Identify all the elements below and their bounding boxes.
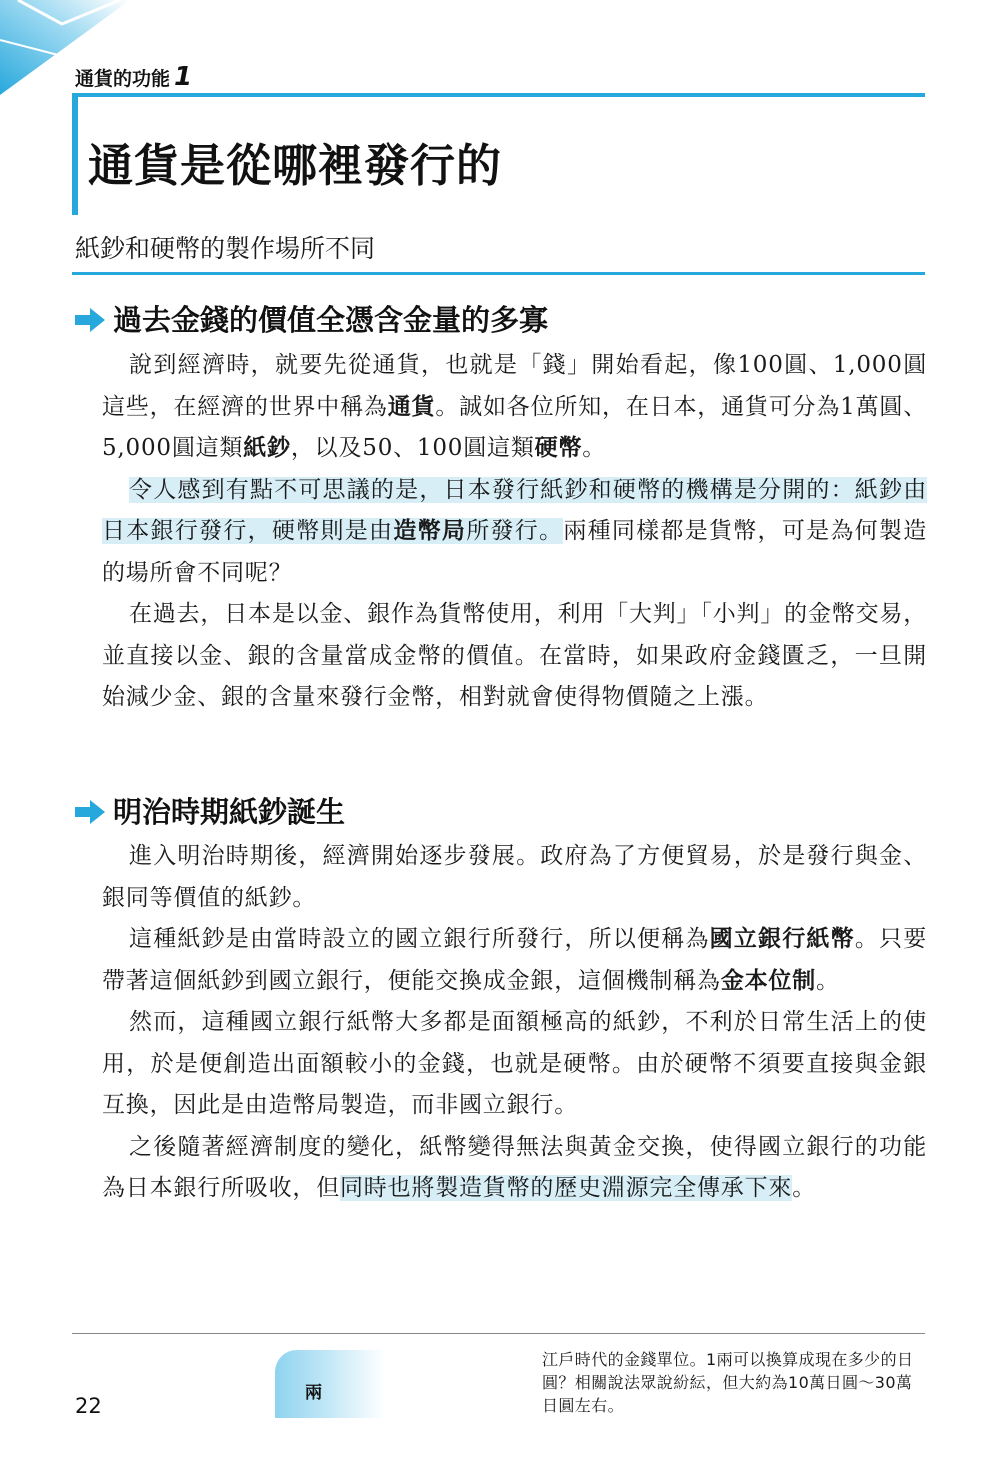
section-title: 過去金錢的價值全憑含金量的多寡: [113, 303, 549, 337]
section-heading-2: [75, 792, 345, 832]
chapter-number: 1: [174, 62, 193, 92]
text-run: 然而，這種國立銀行紙幣大多都是面額極高的紙鈔，不利於日常生活上的使用，於是便創造出面額較小的金錢，也就是硬幣。由於硬幣不須要直接與金銀互換，因此是由造幣局製造，而非國立銀行。: [102, 1009, 927, 1118]
page-subtitle: 紙鈔和硬幣的製作場所不同: [75, 234, 376, 263]
header-rule: [72, 93, 925, 97]
page-number: 22: [75, 1394, 102, 1418]
section-body-2: [102, 836, 927, 1210]
key-term: 硬幣: [534, 435, 583, 461]
highlighted-text: 所發行。: [466, 518, 564, 544]
body-paragraph: [102, 1127, 927, 1210]
body-paragraph: [102, 919, 927, 1002]
term-label: 兩: [305, 1383, 322, 1403]
key-term: 金本位制: [720, 967, 817, 994]
text-run: 。只要帶著這個紙鈔到國立銀行，便能交換成金銀，這個機制稱為: [102, 926, 927, 994]
chapter-label: 通貨的功能: [75, 67, 171, 90]
body-paragraph: [102, 836, 927, 919]
text-run: 。: [792, 1175, 817, 1201]
term-tab: [275, 1350, 385, 1418]
text-run: 兩種同樣都是貨幣，可是為何製造的場所會不同呢？: [102, 518, 928, 586]
text-run: 。誠如各位所知，在日本，通貨可分為1萬圓、5,000圓這類: [102, 393, 927, 461]
key-term: 紙鈔: [243, 435, 291, 461]
section-body-1: [102, 345, 927, 719]
text-run: 。: [582, 435, 607, 461]
text-run: 之後隨著經濟制度的變化，紙幣變得無法與黃金交換，使得國立銀行的功能為日本銀行所吸收，但: [102, 1133, 927, 1201]
section-heading-1: [75, 300, 548, 340]
text-run: ，以及50、100圓這類: [290, 435, 535, 461]
chapter-header: [75, 62, 192, 92]
body-paragraph: [102, 345, 927, 470]
key-term: 國立銀行紙幣: [709, 926, 855, 952]
key-term: 通貨: [387, 393, 436, 420]
body-paragraph: [102, 470, 927, 595]
term-definition: 江戶時代的金錢單位。1兩可以換算成現在多少的日圓？相關說法眾說紛紜，但大約為10萬日圓～30萬日圓左右。: [542, 1350, 914, 1415]
body-paragraph: [102, 1002, 927, 1127]
text-run: 。: [816, 967, 840, 994]
text-run: 說到經濟時，就要先從通貨，也就是「錢」開始看起，像100圓、1,000圓這些，在經濟的世界中稱為: [102, 352, 927, 420]
section-title: 明治時期紙鈔誕生: [113, 795, 346, 829]
highlighted-text: 同時也將製造貨幣的歷史淵源完全傳承下來: [340, 1175, 793, 1201]
right-arrow-icon: [75, 308, 105, 332]
title-accent-bar: [72, 97, 78, 215]
key-term: 造幣局: [393, 518, 467, 544]
subtitle-rule: [72, 272, 925, 275]
text-run: 在過去，日本是以金、銀作為貨幣使用，利用「大判」「小判」的金幣交易，並直接以金、銀的含量當成金幣的價值。在當時，如果政府金錢匱乏，一旦開始減少金、銀的含量來發行金幣，相對就會使得物價隨之上漲。: [102, 601, 927, 710]
footer-rule: [72, 1333, 925, 1334]
right-arrow-icon: [75, 800, 105, 824]
highlighted-text: 令人感到有點不可思議的是，日本發行紙鈔和硬幣的機構是分開的：紙鈔由日本銀行發行，硬幣則是由: [102, 476, 927, 544]
page-title: 通貨是從哪裡發行的: [88, 139, 503, 192]
text-run: 進入明治時期後，經濟開始逐步發展。政府為了方便貿易，於是發行與金、銀同等價值的紙鈔。: [102, 843, 927, 911]
body-paragraph: [102, 594, 927, 719]
text-run: 這種紙鈔是由當時設立的國立銀行所發行，所以便稱為: [129, 926, 710, 952]
